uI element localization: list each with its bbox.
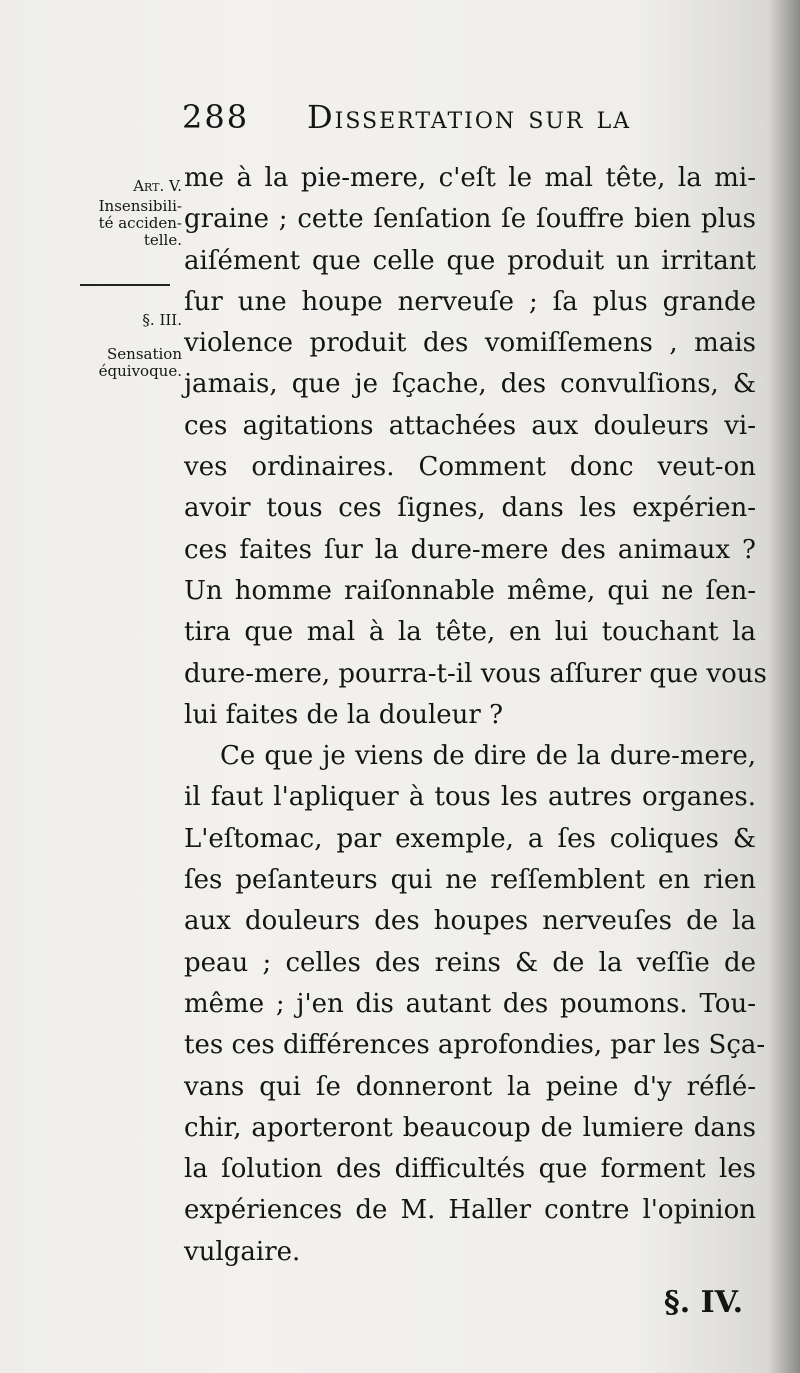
margin-note-line: équivoque. <box>98 362 182 380</box>
margin-note-sensation <box>72 346 182 380</box>
margin-note-article: Art. V. <box>133 177 182 195</box>
running-title: Dissertation sur la <box>307 98 632 136</box>
paragraph-2 <box>184 736 766 1273</box>
text-line: jamais, que je ſçache, des convulſions, & <box>184 369 756 400</box>
page-number: 288 <box>182 98 250 136</box>
text-line: avoir tous ces ſignes, dans les expérien- <box>184 493 756 524</box>
margin-rule <box>80 284 170 286</box>
text-line: tira que mal à la tête, en lui touchant la <box>184 617 756 648</box>
text-line: vulgaire. <box>184 1236 301 1267</box>
text-line: chir, aporteront beaucoup de lumiere dans <box>184 1112 756 1143</box>
text-line: graine ; cette ſenſation ſe ſouffre bien plus <box>184 204 756 235</box>
text-line: vans qui ſe donneront la peine d'y réflé- <box>184 1071 756 1102</box>
text-line: Ce que je viens de dire de la dure-mere, <box>220 741 756 772</box>
text-line: aux douleurs des houpes nerveuſes de la <box>184 906 756 937</box>
margin-note-line: té acciden- <box>98 214 182 232</box>
text-line: dure-mere, pourra-t-il vous aſſurer que vous <box>184 658 767 689</box>
text-line: la ſolution des difficultés que forment les <box>184 1154 756 1185</box>
text-line: ſes peſanteurs qui ne reſſemblent en rien <box>184 865 756 896</box>
page-header <box>182 98 662 142</box>
margin-note-line: Insensibili- <box>98 197 182 215</box>
text-line: il faut l'apliquer à tous les autres organes. <box>184 782 756 813</box>
catchword: §. IV. <box>664 1285 744 1320</box>
margin-note-insensibilite <box>72 198 182 249</box>
text-line: expériences de M. Haller contre l'opinion <box>184 1195 756 1226</box>
margin-note-section: §. III. <box>142 311 182 329</box>
text-line: peau ; celles des reins & de la veſſie de <box>184 947 756 978</box>
text-line: ſur une houpe nerveuſe ; ſa plus grande <box>184 286 756 317</box>
text-line: ces faites ſur la dure-mere des animaux ? <box>184 534 756 565</box>
paragraph-1 <box>184 158 767 736</box>
text-line: aiſément que celle que produit un irritant <box>184 245 756 276</box>
text-line: tes ces différences aprofondies, par les Sça- <box>184 1030 766 1061</box>
text-line: violence produit des vomiſſemens , mais <box>184 328 756 359</box>
text-line: Un homme raiſonnable même, qui ne ſen- <box>184 575 756 606</box>
body-text <box>184 158 767 1273</box>
text-line: ves ordinaires. Comment donc veut-on <box>184 452 756 483</box>
text-line: lui faites de la douleur ? <box>184 699 504 730</box>
text-line: ces agitations attachées aux douleurs vi- <box>184 410 756 441</box>
margin-note-line: telle. <box>143 231 182 249</box>
text-line: même ; j'en dis autant des poumons. Tou- <box>184 988 756 1019</box>
text-line: me à la pie-mere, c'eſt le mal tête, la mi- <box>184 163 756 193</box>
margin-note-line: Sensation <box>107 345 182 363</box>
text-line: L'eſtomac, par exemple, a ſes coliques & <box>184 823 756 854</box>
